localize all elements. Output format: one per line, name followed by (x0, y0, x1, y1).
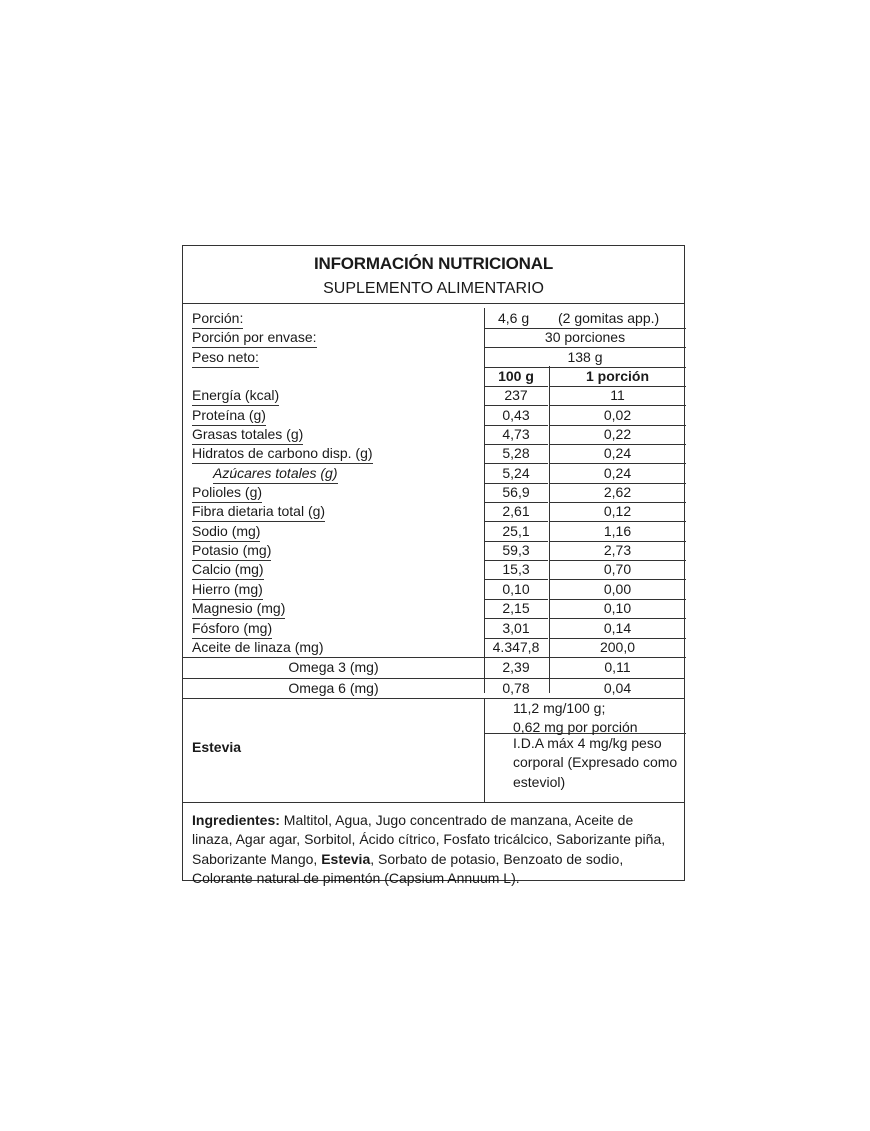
nutrient-per-serving: 0,00 (549, 580, 686, 600)
nutrient-name: Omega 6 (mg) (288, 679, 379, 696)
nutrient-per-serving: 0,70 (549, 560, 686, 580)
nutrient-per-serving: 0,22 (549, 425, 686, 445)
ingredients-heading: Ingredientes: (192, 811, 280, 828)
nutrient-per100: 0,78 (502, 679, 530, 696)
nutrient-per-serving: 0,14 (549, 619, 686, 639)
nutrient-name: Hidratos de carbono disp. (g) (192, 444, 373, 464)
nutrient-per-serving: 0,02 (549, 406, 686, 426)
header-1-porcion: 1 porción (549, 367, 686, 387)
nutrient-row (183, 541, 684, 560)
row-porcion (183, 309, 684, 328)
nutrient-name: Polioles (g) (192, 483, 262, 503)
nutrient-per100: 2,39 (502, 659, 530, 676)
nutrient-row-omega3 (183, 657, 684, 677)
estevia-label: Estevia (192, 738, 242, 755)
ingredients-estevia: Estevia (321, 850, 371, 867)
nutrient-per100: 0,43 (484, 406, 548, 426)
estevia-line4: corporal (Expresado como (513, 754, 678, 771)
estevia-line3: I.D.A máx 4 mg/kg peso (513, 734, 662, 751)
nutrient-row-omega6 (183, 678, 684, 698)
row-column-headers (183, 367, 684, 386)
nutrient-row (183, 464, 684, 483)
nutrient-per-serving: 0,10 (549, 599, 686, 619)
nutrient-row (183, 580, 684, 599)
estevia-ida (485, 734, 686, 793)
nutrient-name: Energía (kcal) (192, 386, 279, 406)
nutrient-name: Sodio (mg) (192, 522, 260, 542)
nutrient-name: Hierro (mg) (192, 580, 263, 600)
nutrient-per100: 3,01 (484, 619, 548, 639)
nutrient-per-serving: 2,73 (549, 541, 686, 561)
nutrient-row (183, 444, 684, 463)
nutrient-row (183, 560, 684, 579)
porcion-label: Porción: (192, 309, 243, 329)
porcion-envase-value: 30 porciones (484, 328, 686, 348)
nutrient-per100: 15,3 (484, 560, 548, 580)
nutrient-name: Fibra dietaria total (g) (192, 502, 325, 522)
nutrient-table (183, 386, 684, 698)
porcion-gomitas: (2 gomitas app.) (558, 310, 660, 326)
nutrient-name: Aceite de linaza (mg) (192, 638, 324, 658)
porcion-envase-label: Porción por envase: (192, 328, 317, 348)
nutrient-row (183, 386, 684, 405)
nutrient-name: Proteína (g) (192, 406, 266, 426)
nutrient-per100: 25,1 (484, 522, 548, 542)
ingredients-part1: Maltitol, Agua, Jugo concentrado de manzana, Aceite de linaza, Agar agar, Sorbitol, Ácido cítrico, Fosfato tricálcico, Saborizante piña, Saborizante Mango, (192, 811, 666, 867)
nutrient-row (183, 638, 684, 657)
peso-neto-label: Peso neto: (192, 348, 259, 368)
nutrient-row (183, 502, 684, 521)
label-subtitle: SUPLEMENTO ALIMENTARIO (183, 278, 684, 304)
porcion-value (484, 309, 686, 329)
nutrient-per100: 237 (484, 386, 548, 406)
label-title: INFORMACIÓN NUTRICIONAL (313, 254, 554, 273)
ingredients-text (183, 803, 684, 889)
nutrient-per100: 59,3 (484, 541, 548, 561)
nutrient-row (183, 406, 684, 425)
nutrient-per-serving: 200,0 (549, 638, 686, 658)
estevia-dose (485, 699, 686, 734)
nutrient-row (183, 425, 684, 444)
row-porcion-envase (183, 328, 684, 347)
nutrient-name: Potasio (mg) (192, 541, 271, 561)
estevia-line2: 0,62 mg por porción (513, 718, 638, 735)
nutrient-per100: 4,73 (484, 425, 548, 445)
nutrient-per100: 2,15 (484, 599, 548, 619)
column-divider-2 (549, 366, 550, 693)
estevia-values (484, 699, 686, 802)
estevia-section (183, 698, 684, 803)
header-100g: 100 g (484, 367, 548, 387)
nutrient-row (183, 619, 684, 638)
nutrition-label (182, 245, 685, 887)
nutrient-per100: 4.347,8 (484, 638, 548, 658)
ingredients-part2: , Sorbato de potasio, Benzoato de sodio, Colorante natural de pimentón (Capsium Annuum L). (192, 850, 624, 887)
nutrient-name: Grasas totales (g) (192, 425, 303, 445)
nutrient-name: Fósforo (mg) (192, 619, 272, 639)
nutrient-per-serving: 2,62 (549, 483, 686, 503)
nutrient-per-serving: 0,04 (603, 679, 632, 696)
nutrient-per-serving: 0,11 (604, 659, 631, 676)
nutrient-row (183, 483, 684, 502)
peso-neto-value: 138 g (484, 348, 686, 368)
porcion-grams: 4,6 g (498, 310, 530, 326)
nutrient-per-serving: 1,16 (549, 522, 686, 542)
nutrient-per-serving: 0,24 (549, 464, 686, 484)
nutrient-name: Omega 3 (mg) (288, 659, 379, 676)
nutrient-per100: 0,10 (484, 580, 548, 600)
nutrient-name: Azúcares totales (g) (213, 464, 338, 484)
nutrient-per-serving: 11 (549, 386, 686, 406)
row-peso-neto (183, 348, 684, 367)
nutrient-per100: 2,61 (484, 502, 548, 522)
estevia-line1: 11,2 mg/100 g; (513, 699, 606, 716)
nutrient-per100: 5,28 (484, 444, 548, 464)
nutrient-row (183, 599, 684, 618)
nutrient-per100: 5,24 (484, 464, 548, 484)
estevia-line5: esteviol) (513, 773, 566, 790)
nutrient-name: Calcio (mg) (192, 560, 264, 580)
column-divider-1 (484, 308, 485, 693)
nutrient-per100: 56,9 (484, 483, 548, 503)
nutrient-per-serving: 0,12 (549, 502, 686, 522)
nutrient-row (183, 522, 684, 541)
nutrient-name: Magnesio (mg) (192, 599, 285, 619)
nutrient-per-serving: 0,24 (549, 444, 686, 464)
